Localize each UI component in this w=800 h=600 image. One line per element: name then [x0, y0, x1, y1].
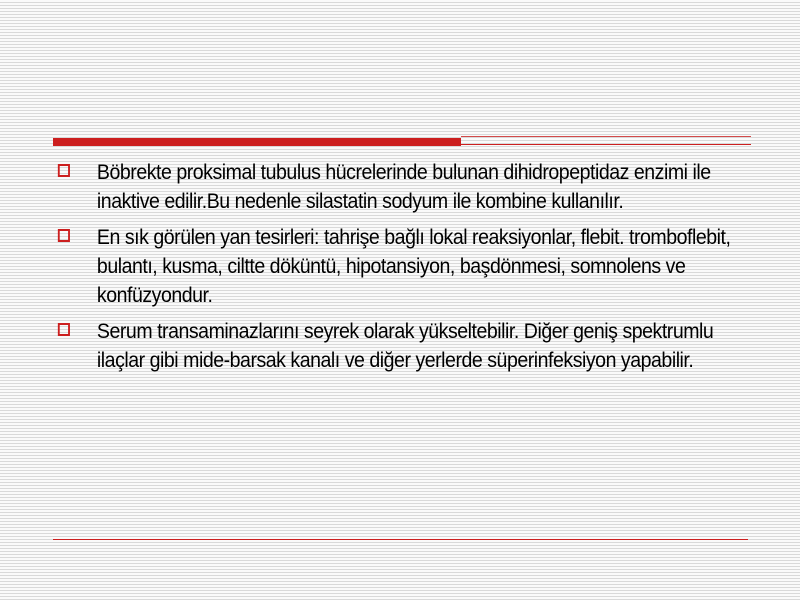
bullet-item-2 [56, 223, 731, 310]
slide-body [56, 158, 746, 382]
bullet-item-1 [56, 158, 711, 216]
title-divider-thin-upper [461, 136, 751, 137]
bullet-text: En sık görülen yan tesirleri: tahrişe bağlı lokal reaksiyonlar, flebit. tromboflebit, bulantı, kusma, ciltte döküntü, hipotansiyon, başdönmesi, somnolens ve konfüzyondur. [96, 226, 731, 307]
bullet-item-3 [56, 317, 714, 375]
title-divider-thin [461, 144, 751, 145]
bullet-list [56, 158, 746, 375]
bullet-text: Serum transaminazlarını seyrek olarak yükseltebilir. Diğer geniş spektrumlu ilaçlar gibi mide-barsak kanalı ve diğer yerlerde süperinfeksiyon yapabilir. [96, 320, 714, 372]
title-divider-thick [53, 138, 461, 146]
hollow-square-bullet-icon [58, 323, 70, 336]
hollow-square-bullet-icon [58, 229, 70, 242]
bullet-text: Böbrekte proksimal tubulus hücrelerinde bulunan dihidropeptidaz enzimi ile inaktive edilir.Bu nedenle silastatin sodyum ile kombine kullanılır. [96, 161, 711, 213]
hollow-square-bullet-icon [58, 164, 70, 177]
footer-divider [53, 539, 748, 540]
